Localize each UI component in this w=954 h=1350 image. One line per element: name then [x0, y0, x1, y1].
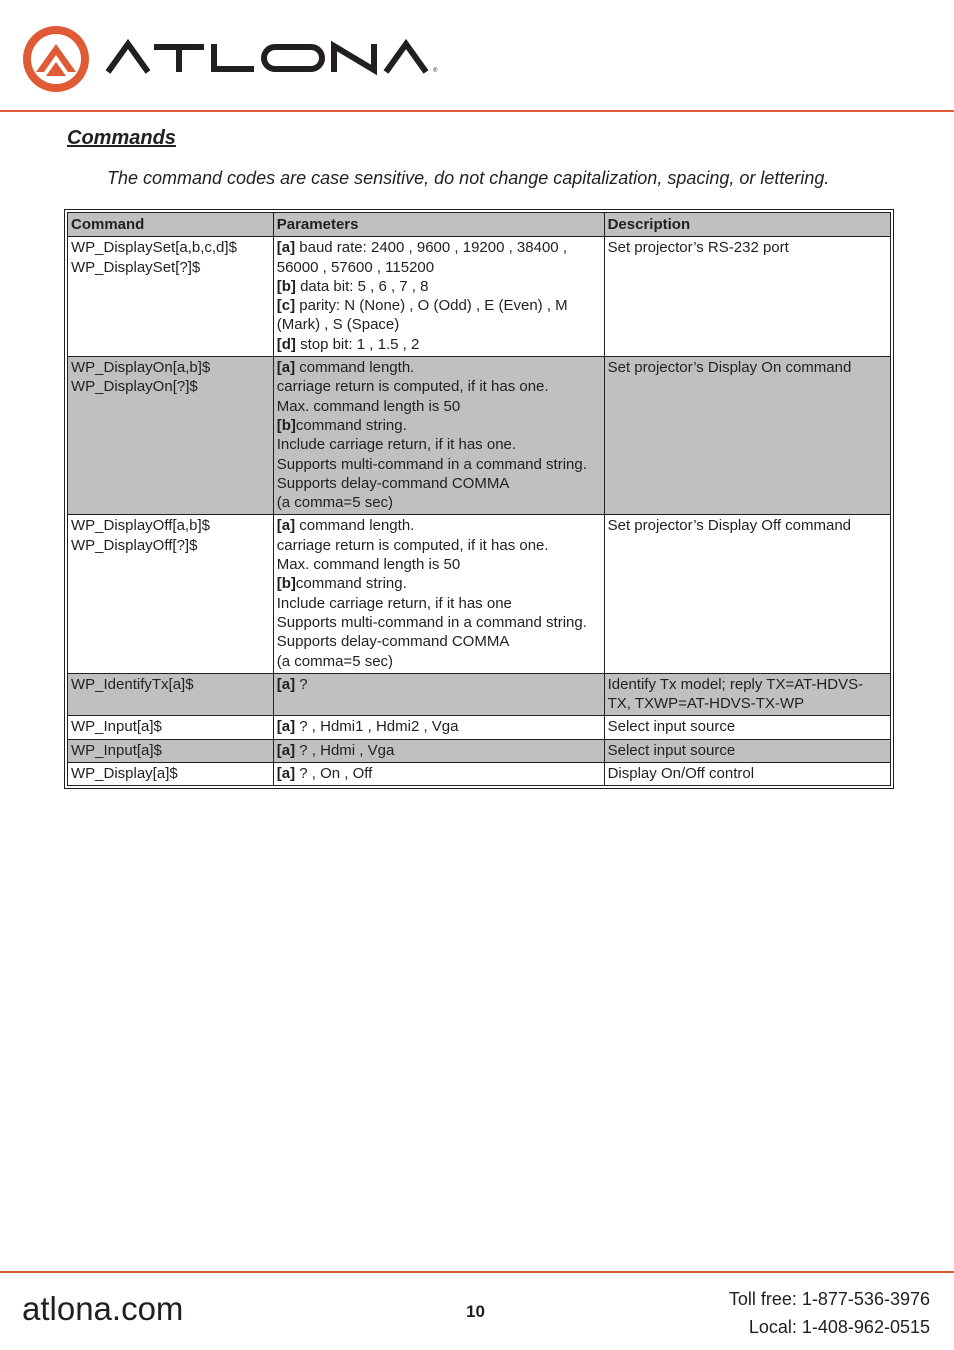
footer-rule — [0, 1271, 954, 1273]
command-text: WP_DisplayOff[?]$ — [71, 536, 198, 554]
command-text: WP_Input[a]$ — [71, 741, 162, 759]
param-text: Supports delay-command COMMA — [276, 633, 510, 651]
param-text: Max. command length is 50 — [276, 397, 461, 415]
param-text: command string. — [295, 575, 407, 593]
param-text: Supports multi-command in a command string. — [276, 613, 587, 631]
svg-text:®: ® — [433, 68, 438, 74]
param-tag: [a] — [276, 239, 296, 257]
param-text: carriage return is computed, if it has one. — [276, 536, 549, 554]
param-text: stop bit: 1 , 1.5 , 2 — [295, 335, 420, 353]
description-cell — [604, 763, 890, 786]
param-tag: [a] — [276, 718, 296, 736]
param-tag: [b] — [276, 416, 296, 434]
table-row — [68, 237, 891, 357]
param-text: Supports multi-command in a command string. — [276, 455, 587, 473]
param-text: Include carriage return, if it has one — [276, 594, 512, 612]
description-cell — [604, 716, 890, 739]
description-text: Set projector’s Display On command — [607, 359, 852, 377]
param-text: carriage return is computed, if it has one. — [276, 378, 549, 396]
param-text: 56000 , 57600 , 115200 — [276, 258, 435, 276]
atlona-logo — [22, 24, 442, 94]
table-row — [68, 673, 891, 716]
param-text: command string. — [295, 416, 407, 434]
logo-wordmark — [108, 44, 426, 72]
description-cell — [604, 357, 890, 515]
command-cell — [68, 357, 274, 515]
param-text: ? , Hdmi , Vga — [295, 741, 395, 759]
param-tag: [a] — [276, 675, 296, 693]
param-tag: [a] — [276, 765, 296, 783]
param-text: command length. — [295, 517, 415, 535]
param-text: baud rate: 2400 , 9600 , 19200 , 38400 , — [295, 239, 567, 257]
command-cell — [68, 237, 274, 357]
command-cell — [68, 515, 274, 673]
command-cell — [68, 763, 274, 786]
parameters-cell — [273, 739, 604, 762]
param-tag: [d] — [276, 335, 296, 353]
command-text: WP_DisplayOn[a,b]$ — [71, 359, 211, 377]
description-cell — [604, 673, 890, 716]
footer-website-link[interactable]: atlona.com — [22, 1290, 184, 1327]
parameters-cell — [273, 716, 604, 739]
description-cell — [604, 515, 890, 673]
command-text: WP_DisplayOff[a,b]$ — [71, 517, 210, 535]
intro-text: The command codes are case sensitive, do not change capitalization, spacing, or lettering. — [107, 168, 830, 188]
param-text: (a comma=5 sec) — [276, 652, 394, 670]
command-text: WP_Input[a]$ — [71, 718, 162, 736]
param-tag: [a] — [276, 359, 296, 377]
header-parameters: Parameters — [273, 213, 604, 237]
param-text: ? , On , Off — [295, 765, 373, 783]
param-text: Max. command length is 50 — [276, 556, 461, 574]
command-cell — [68, 673, 274, 716]
parameters-cell — [273, 763, 604, 786]
table-row — [68, 716, 891, 739]
param-tag: [c] — [276, 297, 296, 315]
command-cell — [68, 716, 274, 739]
param-text: Supports delay-command COMMA — [276, 474, 510, 492]
header-rule — [0, 110, 954, 112]
param-text: ? — [295, 675, 308, 693]
footer-contact — [729, 1285, 930, 1341]
param-text: command length. — [295, 359, 415, 377]
parameters-cell — [273, 357, 604, 515]
toll-free-number: Toll free: 1-877-536-3976 — [728, 1289, 930, 1309]
page-number: 10 — [466, 1302, 485, 1321]
local-number: Local: 1-408-962-0515 — [748, 1317, 930, 1337]
table-row — [68, 357, 891, 515]
param-text: data bit: 5 , 6 , 7 , 8 — [295, 277, 429, 295]
description-text: TX, TXWP=AT-HDVS-TX-WP — [607, 695, 805, 713]
description-text: Identify Tx model; reply TX=AT-HDVS- — [607, 675, 864, 693]
parameters-cell — [273, 515, 604, 673]
param-text: parity: N (None) , O (Odd) , E (Even) , M — [295, 297, 568, 315]
param-tag: [b] — [276, 575, 296, 593]
header-description: Description — [604, 213, 890, 237]
description-text: Display On/Off control — [607, 765, 755, 783]
header-command: Command — [68, 213, 274, 237]
param-text: (a comma=5 sec) — [276, 494, 394, 512]
command-cell — [68, 739, 274, 762]
param-text: Include carriage return, if it has one. — [276, 436, 517, 454]
commands-table — [64, 209, 894, 789]
parameters-cell — [273, 673, 604, 716]
description-text: Select input source — [607, 741, 736, 759]
param-tag: [a] — [276, 741, 296, 759]
table-row — [68, 763, 891, 786]
command-text: WP_IdentifyTx[a]$ — [71, 675, 194, 693]
command-text: WP_DisplayOn[?]$ — [71, 378, 198, 396]
description-text: Set projector’s Display Off command — [607, 517, 852, 535]
parameters-cell — [273, 237, 604, 357]
description-text: Select input source — [607, 718, 736, 736]
logo-mark-icon — [23, 26, 89, 92]
table-header-row — [68, 213, 891, 237]
command-text: WP_DisplaySet[a,b,c,d]$ — [71, 239, 237, 257]
section-title: Commands — [67, 127, 176, 149]
description-text: Set projector’s RS-232 port — [607, 239, 789, 257]
description-cell — [604, 739, 890, 762]
description-cell — [604, 237, 890, 357]
param-tag: [b] — [276, 277, 296, 295]
param-text: ? , Hdmi1 , Hdmi2 , Vga — [295, 718, 459, 736]
table-row — [68, 739, 891, 762]
param-tag: [a] — [276, 517, 296, 535]
command-text: WP_Display[a]$ — [71, 765, 178, 783]
command-text: WP_DisplaySet[?]$ — [71, 258, 201, 276]
param-text: (Mark) , S (Space) — [276, 316, 400, 334]
table-row — [68, 515, 891, 673]
